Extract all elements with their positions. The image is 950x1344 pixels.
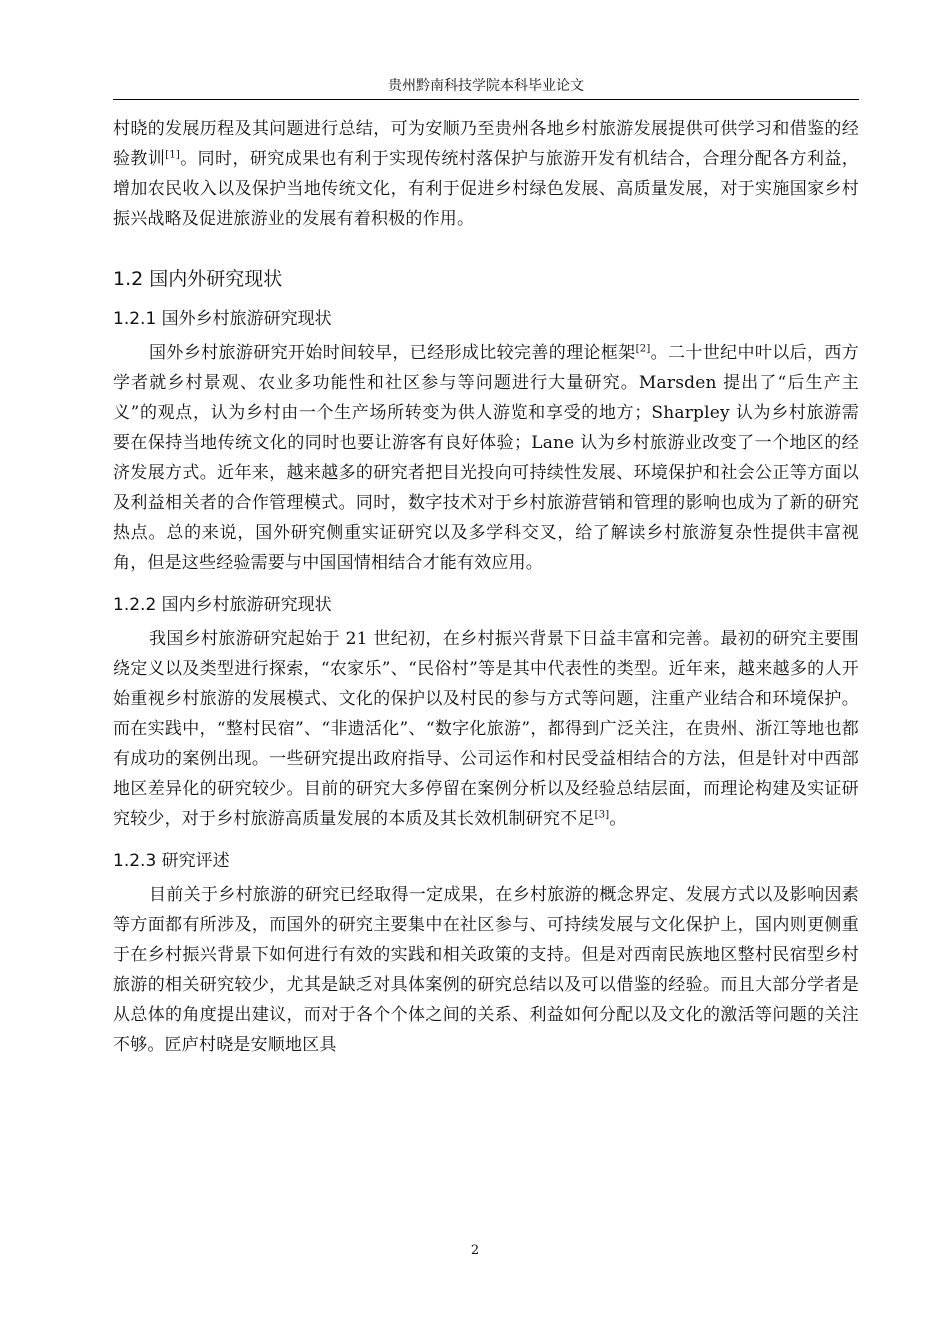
subsection-heading-1-2-1: 1.2.1 国外乡村旅游研究现状 bbox=[113, 309, 332, 329]
subsection-heading-1-2-3: 1.2.3 研究评述 bbox=[113, 851, 230, 871]
citation-1: [1] bbox=[165, 149, 180, 161]
header-divider bbox=[113, 99, 859, 100]
domestic-research-text: 我国乡村旅游研究起始于 21 世纪初，在乡村振兴背景下日益丰富和完善。最初的研究主要围绕定义以及类型进行探索，“农家乐”、“民俗村”等是其中代表性的类型。近年来，越来越多的人开始重视乡村旅游的发展模式、文化的保护以及村民的参与方式等问题，注重产业结合和环境保护。而在实践中，“整村民宿”、“非遗活化”、“数字化旅游”，都得到广泛关注，在贵州、浙江等地也都有成功的案例出现。一些研究提出政府指导、公司运作和村民受益相结合的方法，但是针对中西部地区差异化的研究较少。目前的研究大多停留在案例分析以及经验总结层面，而理论构建及实证研究较少，对于乡村旅游高质量发展的本质及其长效机制研究不足 bbox=[113, 629, 859, 829]
subsection-heading-1-2-2: 1.2.2 国内乡村旅游研究现状 bbox=[113, 595, 332, 615]
page-number: 2 bbox=[470, 1243, 480, 1258]
citation-2: [2] bbox=[635, 343, 651, 355]
body-text bbox=[113, 114, 859, 1060]
intro-text: 村晓的发展历程及其问题进行总结，可为安顺乃至贵州各地乡村旅游发展提供可供学习和借鉴的经验教训 bbox=[113, 119, 859, 169]
foreign-research-text: 国外乡村旅游研究开始时间较早，已经形成比较完善的理论框架 bbox=[149, 343, 636, 363]
paragraph-research-review: 目前关于乡村旅游的研究已经取得一定成果，在乡村旅游的概念界定、发展方式以及影响因素等方面都有所涉及，而国外的研究主要集中在社区参与、可持续发展与文化保护上，国内则更侧重于在乡村振兴背景下如何进行有效的实践和相关政策的支持。但是对西南民族地区整村民宿型乡村旅游的相关研究较少，尤其是缺乏对具体案例的研究总结以及可以借鉴的经验。而且大部分学者是从总体的角度提出建议，而对于各个个体之间的关系、利益如何分配以及文化的激活等问题的关注不够。匠庐村晓是安顺地区具 bbox=[113, 885, 859, 1055]
running-header: 贵州黔南科技学院本科毕业论文 bbox=[388, 78, 584, 94]
domestic-research-text-rest: 。 bbox=[609, 809, 627, 829]
intro-text-rest: 。同时，研究成果也有利于实现传统村落保护与旅游开发有机结合，合理分配各方利益，增加农民收入以及保护当地传统文化，有利于促进乡村绿色发展、高质量发展，对于实施国家乡村振兴战略及促进旅游业的发展有着积极的作用。 bbox=[113, 149, 859, 229]
citation-3: [3] bbox=[594, 809, 610, 821]
intro-paragraph bbox=[113, 114, 859, 234]
foreign-research-text-rest: 。二十世纪中叶以后，西方学者就乡村景观、农业多功能性和社区参与等问题进行大量研究。Marsden 提出了“后生产主义”的观点，认为乡村由一个生产场所转变为供人游览和享受的地方；Sharpley 认为乡村旅游需要在保持当地传统文化的同时也要让游客有良好体验；Lane 认为乡村旅游业改变了一个地区的经济发展方式。近年来，越来越多的研究者把目光投向可持续性发展、环境保护和社会公正等方面以及利益相关者的合作管理模式。同时，数字技术对于乡村旅游营销和管理的影响也成为了新的研究热点。总的来说，国外研究侧重实证研究以及多学科交叉，给了解读乡村旅游复杂性提供丰富视角，但是这些经验需要与中国国情相结合才能有效应用。 bbox=[113, 343, 859, 573]
paragraph-domestic-research bbox=[113, 624, 859, 834]
paragraph-foreign-research bbox=[113, 338, 859, 578]
section-heading-1-2: 1.2 国内外研究现状 bbox=[113, 268, 283, 290]
